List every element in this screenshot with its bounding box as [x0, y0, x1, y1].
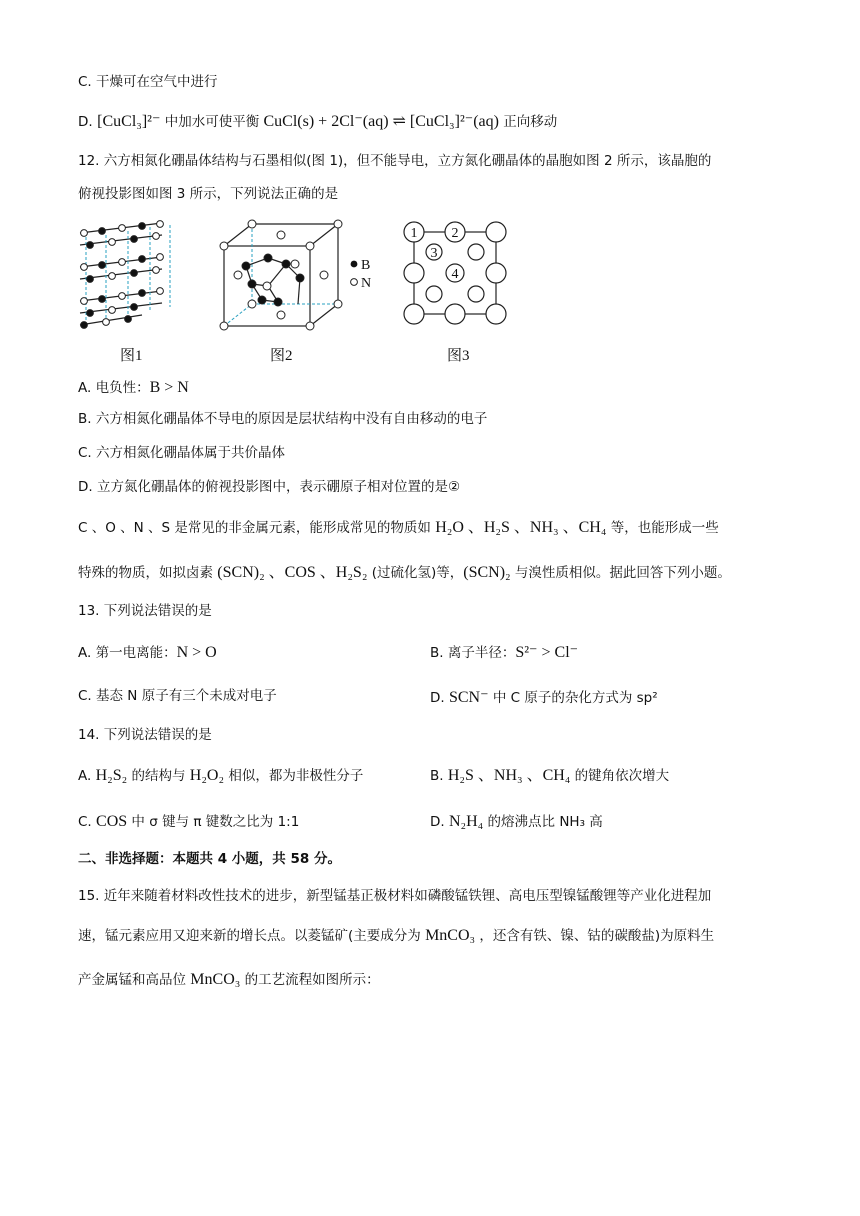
- figure-2-cubic-bn: [216, 218, 386, 332]
- text: C.: [78, 814, 97, 830]
- q11-option-d: [78, 114, 557, 130]
- text: (过硫化氢)等，: [367, 565, 464, 581]
- formula: B > N: [149, 379, 189, 396]
- formula: [CuCl₃]²⁻: [97, 113, 161, 130]
- formula: H₂S₂: [95, 767, 128, 784]
- q12-option-b: B. 六方相氮化硼晶体不导电的原因是层状结构中没有自由移动的电子: [78, 411, 488, 427]
- figure-1-hexagonal-bn: [72, 215, 182, 337]
- formula: MnCO₃: [190, 971, 241, 988]
- formula: MnCO₃: [425, 927, 476, 944]
- q14-option-c: [78, 814, 299, 830]
- position-2-label: 2: [451, 226, 459, 241]
- text: 中 C 原子的杂化方式为 sp²: [488, 690, 658, 706]
- q13-option-c: C. 基态 N 原子有三个未成对电子: [78, 688, 277, 704]
- text: B.: [430, 768, 448, 784]
- position-3-label: 3: [430, 246, 438, 261]
- text: 与溴性质相似。据此回答下列小题。: [510, 565, 731, 581]
- q12-option-a: [78, 380, 189, 396]
- position-1-label: 1: [410, 226, 418, 241]
- q14-option-d: [430, 814, 603, 830]
- position-4-label: 4: [451, 267, 459, 282]
- q14-option-b: [430, 768, 669, 784]
- formula: H₂O 、H₂S 、NH₃ 、CH₄: [435, 519, 607, 536]
- section-2-heading: 二、非选择题：本题共 4 小题，共 58 分。: [78, 851, 341, 867]
- text: 中 σ 键与 π 键数之比为 1:1: [127, 814, 300, 830]
- q12-stem-line2: 俯视投影图如图 3 所示，下列说法正确的是: [78, 186, 339, 202]
- text: B. 离子半径：: [430, 645, 516, 661]
- q14-option-a: [78, 768, 363, 784]
- formula: COS: [96, 813, 128, 830]
- formula: H₂S 、NH₃ 、CH₄: [447, 767, 571, 784]
- legend-n-label: N: [361, 276, 372, 291]
- formula: H₂O₂: [189, 767, 225, 784]
- figure-2-label: 图2: [270, 348, 293, 364]
- text: C 、O 、N 、S 是常见的非金属元素，能形成常见的物质如: [78, 520, 436, 536]
- formula: N₂H₄: [448, 813, 484, 830]
- q12-stem-line1: 12. 六方相氮化硼晶体结构与石墨相似(图 1)，但不能导电，立方氮化硼晶体的晶胞如图 2 所示，该晶胞的: [78, 153, 712, 169]
- text: A. 电负性：: [78, 380, 150, 396]
- text: 产金属锰和高品位: [78, 972, 191, 988]
- text: 中加水可使平衡: [160, 114, 264, 130]
- text: 正向移动: [498, 114, 558, 130]
- figure-3-label: 图3: [447, 348, 470, 364]
- text: 等，也能形成一些: [606, 520, 719, 536]
- q13-stem: 13. 下列说法错误的是: [78, 603, 212, 619]
- legend-b-label: B: [361, 258, 371, 273]
- q15-stem-line3: [78, 972, 380, 988]
- figure-3-projection: [400, 218, 510, 330]
- q12-option-c: C. 六方相氮化硼晶体属于共价晶体: [78, 445, 286, 461]
- text: A.: [78, 768, 96, 784]
- q13-option-d: [430, 690, 658, 706]
- text: A. 第一电离能：: [78, 645, 177, 661]
- text: 的结构与: [127, 768, 190, 784]
- text: ，还含有铁、镍、钴的碳酸盐)为原料生: [475, 928, 715, 944]
- text: 相似，都为非极性分子: [224, 768, 364, 784]
- formula: (SCN)₂ 、COS 、H₂S₂: [217, 564, 368, 581]
- formula: S²⁻ > Cl⁻: [515, 644, 579, 661]
- formula: (SCN)₂: [463, 564, 511, 581]
- text: D.: [430, 814, 449, 830]
- q15-stem-line2: [78, 928, 714, 944]
- formula: N > O: [176, 644, 217, 661]
- option-letter: D.: [78, 114, 93, 130]
- intro-line2: [78, 565, 731, 581]
- q11-option-c: C. 干燥可在空气中进行: [78, 74, 218, 90]
- figure-1-label: 图1: [120, 348, 143, 364]
- q13-option-a: [78, 645, 217, 661]
- text: 的工艺流程如图所示：: [240, 972, 380, 988]
- q15-stem-line1: 15. 近年来随着材料改性技术的进步，新型锰基正极材料如磷酸锰铁锂、高电压型镍锰酸锂等产业化进程加: [78, 888, 712, 904]
- q13-option-b: [430, 645, 578, 661]
- text: 速，锰元素应用又迎来新的增长点。以菱锰矿(主要成分为: [78, 928, 426, 944]
- equilibrium-formula: CuCl(s) + 2Cl⁻(aq) ⇌ [CuCl₃]²⁻(aq): [263, 113, 499, 130]
- q14-stem: 14. 下列说法错误的是: [78, 727, 212, 743]
- formula: SCN⁻: [448, 689, 489, 706]
- text: 的熔沸点比 NH₃ 高: [483, 814, 603, 830]
- text: 的键角依次增大: [570, 768, 670, 784]
- q12-option-d: D. 立方氮化硼晶体的俯视投影图中，表示硼原子相对位置的是②: [78, 479, 461, 495]
- intro-line1: [78, 520, 719, 536]
- text: 特殊的物质，如拟卤素: [78, 565, 218, 581]
- text: D.: [430, 690, 449, 706]
